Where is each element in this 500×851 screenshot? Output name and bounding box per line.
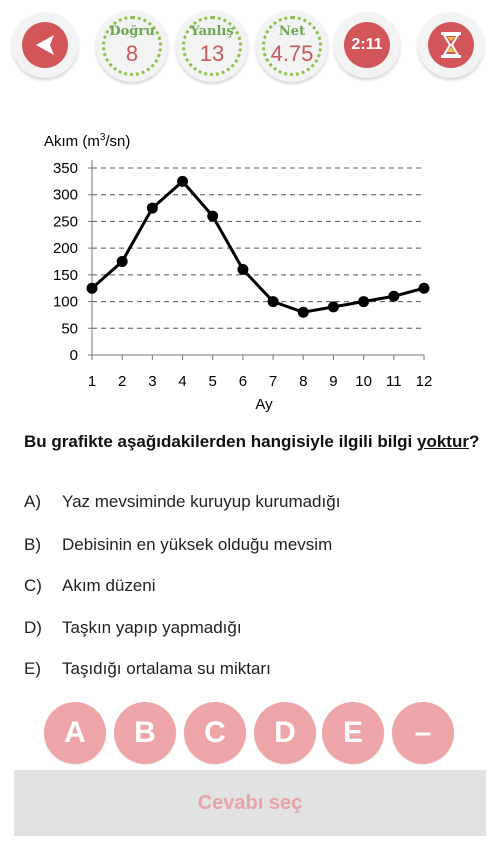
wrong-label: Yanlış: [190, 23, 234, 39]
data-point: [117, 256, 128, 267]
answer-a-button[interactable]: A: [44, 702, 106, 764]
top-bar: [0, 0, 500, 100]
data-point: [147, 203, 158, 214]
y-tick-label: 50: [61, 320, 78, 338]
x-tick-label: 7: [268, 373, 278, 390]
option-d[interactable]: D) Taşkın yapıp yapmadığı: [24, 618, 242, 637]
series-line: [92, 181, 424, 312]
data-point: [358, 296, 369, 307]
data-point: [328, 301, 339, 312]
x-tick-label: 5: [208, 373, 217, 390]
option-b[interactable]: B) Debisinin en yüksek olduğu mevsim: [24, 535, 333, 554]
answer-c-button[interactable]: C: [184, 702, 246, 764]
answer-b-button[interactable]: B: [114, 702, 176, 764]
x-tick-label: 12: [415, 373, 433, 390]
x-tick-label: 10: [355, 373, 372, 390]
wrong-count-badge: [176, 10, 248, 82]
answer-d-button[interactable]: D: [254, 702, 316, 764]
timer-badge: [334, 12, 400, 78]
answer-e-button[interactable]: E: [322, 702, 384, 764]
line-chart: [0, 120, 500, 420]
data-point: [419, 283, 430, 294]
data-point: [237, 264, 248, 275]
y-tick-label: 0: [69, 347, 78, 364]
y-tick-label: 350: [52, 160, 78, 177]
y-tick-label: 100: [52, 293, 78, 311]
answer-buttons: [0, 702, 500, 764]
option-a[interactable]: A) Yaz mevsiminde kuruyup kurumadığı: [24, 492, 341, 511]
x-tick-label: 11: [386, 373, 402, 390]
skip-answer-button[interactable]: –: [392, 702, 454, 764]
submit-answer-button[interactable]: Cevabı seç: [14, 770, 486, 836]
river-flow-chart: [0, 120, 500, 420]
y-axis-label: Akım $(m^3/sn)$: [44, 132, 131, 150]
correct-value: 8: [125, 40, 139, 66]
question-text: Bu grafikte aşağıdakilerden hangisiyle ilgili bilgi yoktur?: [24, 432, 480, 451]
x-tick-label: 4: [178, 373, 187, 390]
x-tick-label: 2: [118, 373, 127, 390]
time-button[interactable]: [418, 12, 484, 78]
question-emphasis: yoktur: [417, 432, 469, 451]
back-button[interactable]: [12, 12, 78, 78]
x-tick-label: 1: [87, 373, 97, 390]
wrong-value: 13: [199, 40, 225, 66]
x-tick-label: 6: [238, 373, 248, 390]
y-tick-label: 200: [52, 240, 78, 258]
data-point: [268, 296, 279, 307]
correct-count-badge: [96, 10, 168, 82]
data-point: [87, 283, 98, 294]
data-point: [388, 291, 399, 302]
net-label: Net: [278, 23, 306, 39]
x-tick-label: 8: [299, 373, 308, 390]
back-arrow-icon: [30, 30, 60, 60]
y-tick-label: 250: [52, 213, 78, 231]
net-score-badge: [256, 10, 328, 82]
y-tick-label: 150: [52, 266, 78, 284]
hourglass-icon: [438, 30, 464, 60]
x-tick-label: 9: [329, 373, 338, 390]
data-point: [207, 211, 218, 222]
x-tick-label: 3: [148, 373, 157, 390]
option-e[interactable]: E) Taşıdığı ortalama su miktarı: [24, 659, 271, 678]
y-tick-label: 300: [52, 186, 78, 204]
option-c[interactable]: C) Akım düzeni: [24, 576, 156, 595]
net-value: 4.75: [270, 40, 314, 66]
correct-label: Doğru: [109, 23, 155, 39]
timer-value: 2:11: [351, 36, 383, 53]
x-axis-label: Ay: [255, 396, 273, 413]
data-point: [177, 176, 188, 187]
data-point: [298, 307, 309, 318]
